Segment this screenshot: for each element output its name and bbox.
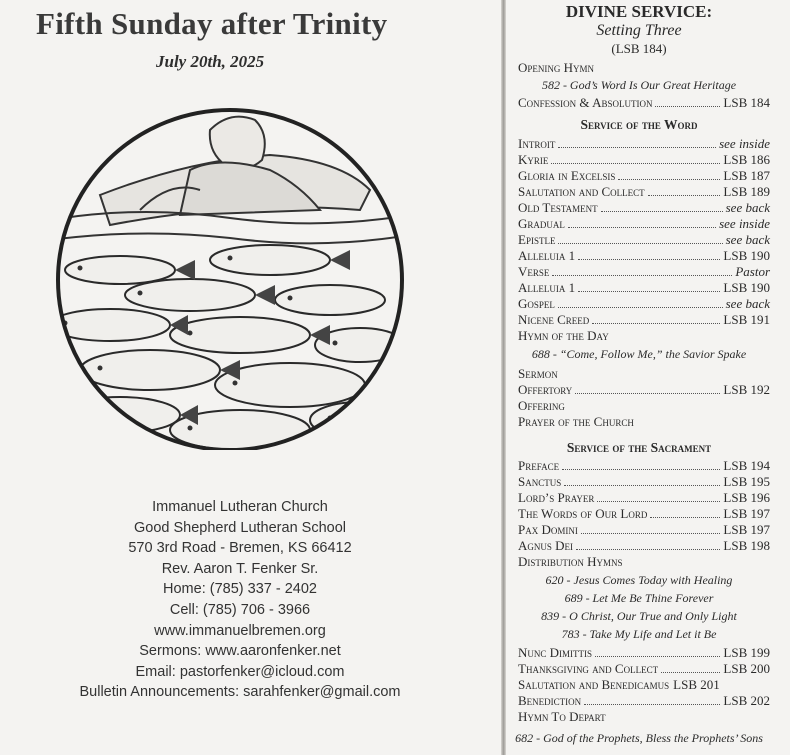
service-setting: Setting Three (596, 22, 682, 39)
liturgy-row: Gradual see inside (518, 216, 770, 231)
hymn-of-day-label: Hymn of the Day (518, 328, 609, 343)
church-name: Immanuel Lutheran Church (152, 499, 328, 515)
order-of-service (508, 0, 790, 755)
liturgy-row: Salutation and Collect LSB 189 (518, 184, 770, 199)
liturgy-row: Old Testament see back (518, 200, 770, 215)
liturgy-row: Salutation and Benedicamus LSB 201 (518, 677, 720, 692)
sermons-link: Sermons: www.aaronfenker.net (139, 643, 341, 660)
school-name: Good Shepherd Lutheran School (133, 519, 347, 536)
distribution-hymn: 689 - Let Me Be Thine Forever (564, 591, 714, 605)
liturgy-row: Thanksgiving and Collect LSB 200 (518, 661, 770, 676)
liturgy-row: The Words of Our Lord LSB 197 (518, 506, 770, 521)
liturgy-row: Verse Pastor (518, 264, 770, 279)
sermon-label: Sermon (518, 366, 558, 381)
hymn-to-depart-label: Hymn To Depart (518, 709, 606, 724)
liturgy-row: Nunc Dimittis LSB 199 (518, 645, 770, 660)
opening-hymn-label: Opening Hymn (518, 60, 595, 75)
church-address: 570 3rd Road - Bremen, KS 66412 (128, 540, 352, 557)
service-title: DIVINE SERVICE: (565, 2, 713, 21)
announcements-email: Bulletin Announcements: sarahfenker@gmail.com (79, 684, 401, 701)
liturgy-row: Pax Domini LSB 197 (518, 522, 770, 537)
distribution-label: Distribution Hymns (518, 554, 623, 569)
email-address: Email: pastorfenker@icloud.com (135, 663, 345, 680)
confession-row: Confession & Absolution LSB 184 (518, 95, 770, 110)
prayer-label: Prayer of the Church (518, 414, 634, 429)
liturgy-row: Gospel see back (518, 296, 770, 311)
home-phone: Home: (785) 337 - 2402 (163, 581, 317, 598)
liturgy-row: Benediction LSB 202 (518, 693, 770, 708)
church-contact (40, 497, 440, 703)
page-title: Fifth Sunday after Trinity (36, 6, 388, 41)
liturgy-row: Epistle see back (518, 232, 770, 247)
liturgy-row: Preface LSB 194 (518, 458, 770, 473)
liturgy-row: Agnus Dei LSB 198 (518, 538, 770, 553)
fishermen-illustration (40, 100, 420, 450)
service-lsb: (LSB 184) (611, 41, 667, 56)
liturgy-row: Alleluia 1 LSB 190 (518, 248, 770, 263)
liturgy-row: Nicene Creed LSB 191 (518, 312, 770, 327)
liturgy-row: Introit see inside (518, 136, 770, 151)
pastor-name: Rev. Aaron T. Fenker Sr. (161, 560, 319, 577)
cell-phone: Cell: (785) 706 - 3966 (169, 601, 311, 618)
offertory-row: Offertory LSB 192 (518, 382, 770, 397)
opening-hymn-text: 582 - God’s Word Is Our Great Heritage (541, 78, 737, 92)
liturgy-row: Sanctus LSB 195 (518, 474, 770, 489)
liturgy-row: Kyrie LSB 186 (518, 152, 770, 167)
offering-label: Offering (518, 398, 565, 413)
distribution-hymn: 839 - O Christ, Our True and Only Light (541, 609, 737, 623)
liturgy-row: Lord’s Prayer LSB 196 (518, 490, 770, 505)
service-of-sacrament-heading: Service of the Sacrament (566, 440, 712, 455)
distribution-hymn: 620 - Jesus Comes Today with Healing (545, 573, 733, 587)
page-fold (501, 0, 506, 755)
liturgy-row: Gloria in Excelsis LSB 187 (518, 168, 770, 183)
hymn-of-day-text: 688 - “Come, Follow Me,” the Savior Spake (531, 347, 747, 361)
distribution-hymn: 783 - Take My Life and Let it Be (561, 627, 717, 641)
liturgy-row: Alleluia 1 LSB 190 (518, 280, 770, 295)
hymn-to-depart-text: 682 - God of the Prophets, Bless the Prophets’ Sons (515, 731, 763, 745)
website-link: www.immanuelbremen.org (154, 622, 326, 639)
service-date: July 20th, 2025 (156, 52, 265, 71)
service-of-word-heading: Service of the Word (580, 117, 698, 132)
